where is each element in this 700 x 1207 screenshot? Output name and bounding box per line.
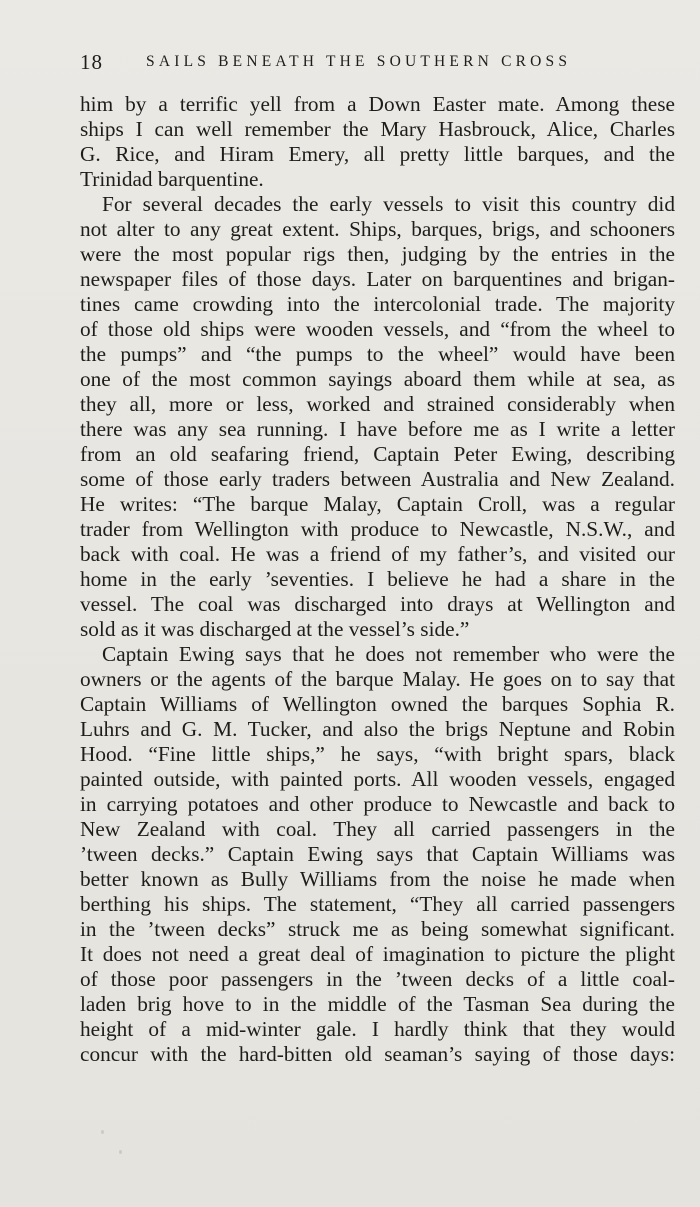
page-header [80,50,640,78]
text-line: ’tween decks.” Captain Ewing says that Captain Williams was [80,842,675,866]
text-line: in carrying potatoes and other produce to Newcastle and back to [80,792,675,816]
text-line: there was any sea running. I have before me as I write a letter [80,417,675,441]
text-line: It does not need a great deal of imagination to picture the plight [80,942,675,966]
running-head: SAILS BENEATH THE SOUTHERN CROSS [146,53,572,70]
text-line: not alter to any great extent. Ships, barques, brigs, and schooners [80,217,675,241]
text-line: ships I can well remember the Mary Hasbrouck, Alice, Charles [80,117,675,141]
text-line: painted outside, with painted ports. All wooden vessels, engaged [80,767,675,791]
text-line: some of those early traders between Australia and New Zealand. [80,467,675,491]
text-line: owners or the agents of the barque Malay. He goes on to say that [80,667,675,691]
text-line: him by a terrific yell from a Down Easter mate. Among these [80,92,675,116]
paper-speck [119,1150,122,1154]
text-line: For several decades the early vessels to visit this country did [102,192,675,216]
text-line: New Zealand with coal. They all carried passengers in the [80,817,675,841]
paper-speck [101,1130,104,1134]
text-line: vessel. The coal was discharged into drays at Wellington and [80,592,675,616]
text-line: sold as it was discharged at the vessel’s side.” [80,617,470,641]
text-line: they all, more or less, worked and strained considerably when [80,392,675,416]
text-line: trader from Wellington with produce to Newcastle, N.S.W., and [80,517,675,541]
text-line: of those poor passengers in the ’tween decks of a little coal- [80,967,675,991]
text-line: in the ’tween decks” struck me as being somewhat significant. [80,917,675,941]
text-line: berthing his ships. The statement, “They all carried passengers [80,892,675,916]
body-text [80,92,675,1067]
text-line: Captain Ewing says that he does not remember who were the [102,642,675,666]
text-line: concur with the hard-bitten old seaman’s saying of those days: [80,1042,675,1066]
text-line: G. Rice, and Hiram Emery, all pretty little barques, and the [80,142,675,166]
text-line: height of a mid-winter gale. I hardly think that they would [80,1017,675,1041]
text-line: better known as Bully Williams from the noise he made when [80,867,675,891]
text-line: the pumps” and “the pumps to the wheel” would have been [80,342,675,366]
text-line: laden brig hove to in the middle of the Tasman Sea during the [80,992,675,1016]
text-line: were the most popular rigs then, judging by the entries in the [80,242,675,266]
text-line: one of the most common sayings aboard them while at sea, as [80,367,675,391]
text-line: of those old ships were wooden vessels, and “from the wheel to [80,317,675,341]
text-line: newspaper files of those days. Later on barquentines and brigan- [80,267,675,291]
text-line: from an old seafaring friend, Captain Peter Ewing, describing [80,442,675,466]
text-line: Captain Williams of Wellington owned the barques Sophia R. [80,692,675,716]
text-line: He writes: “The barque Malay, Captain Croll, was a regular [80,492,675,516]
text-line: tines came crowding into the intercolonial trade. The majority [80,292,675,316]
text-line: home in the early ’seventies. I believe he had a share in the [80,567,675,591]
text-line: Trinidad barquentine. [80,167,264,191]
text-line: Luhrs and G. M. Tucker, and also the brigs Neptune and Robin [80,717,675,741]
page-number: 18 [80,50,103,74]
text-line: Hood. “Fine little ships,” he says, “with bright spars, black [80,742,675,766]
text-line: back with coal. He was a friend of my father’s, and visited our [80,542,675,566]
